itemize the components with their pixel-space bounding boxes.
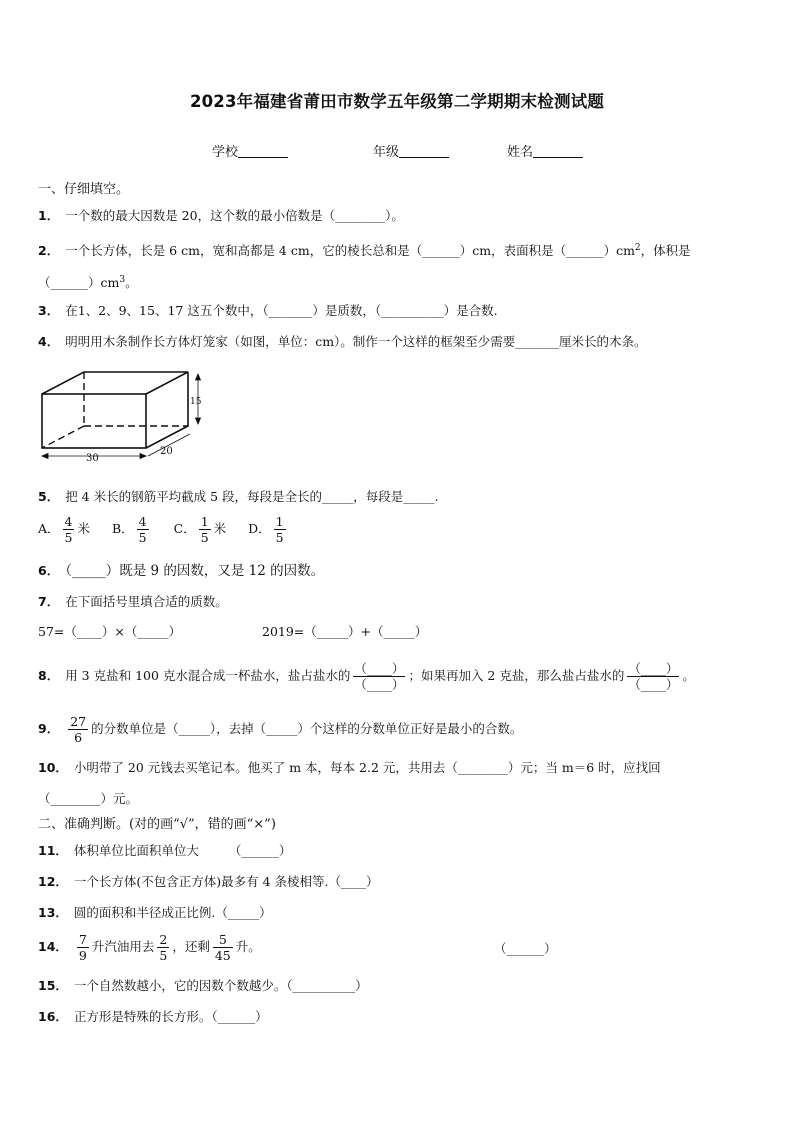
question-text: 升。 xyxy=(235,939,261,954)
question-text: 一个长方体(不包含正方体)最多有 4 条棱相等.（____） xyxy=(73,874,379,889)
question-13 xyxy=(38,905,272,921)
name-label: 姓名 xyxy=(507,145,534,160)
school-field xyxy=(212,141,288,160)
grade-field xyxy=(373,141,449,160)
grade-label: 年级 xyxy=(373,145,400,160)
question-5-options xyxy=(38,514,307,545)
length-label: 30 xyxy=(86,453,99,464)
question-7-eq-1: 57=（____）×（_____） xyxy=(38,624,182,639)
section-1-heading: 一、仔细填空。 xyxy=(38,182,130,197)
question-7-eq-2: 2019=（_____）+（_____） xyxy=(262,624,428,639)
grade-blank[interactable] xyxy=(399,143,449,158)
question-text: 升汽油用去 xyxy=(91,939,155,954)
option-d[interactable] xyxy=(248,514,288,545)
question-number: 5． xyxy=(38,489,60,504)
denominator-blank: （____） xyxy=(354,677,405,692)
option-letter: D． xyxy=(248,521,271,536)
option-b[interactable] xyxy=(111,514,152,545)
denominator: 5 xyxy=(64,530,73,545)
blank-fraction[interactable] xyxy=(627,661,679,692)
question-number: 9． xyxy=(38,721,60,736)
fraction xyxy=(199,514,211,545)
cuboid-figure xyxy=(36,364,216,464)
denominator: 5 xyxy=(159,948,168,963)
question-6 xyxy=(38,563,324,579)
superscript: 3 xyxy=(119,275,126,285)
question-number: 14． xyxy=(38,939,68,954)
option-letter: B． xyxy=(111,521,134,536)
question-number: 10． xyxy=(38,760,68,775)
school-label: 学校 xyxy=(212,145,239,160)
question-number: 4． xyxy=(38,334,60,349)
numerator-blank: （____） xyxy=(354,661,405,676)
fraction xyxy=(137,514,149,545)
question-text: 一个长方体，长是 6 cm，宽和高都是 4 cm，它的棱长总和是（______）cm，表面积是（______）cm xyxy=(65,243,635,258)
denominator: 6 xyxy=(74,730,83,745)
denominator: 5 xyxy=(138,530,147,545)
question-number: 3． xyxy=(38,303,60,318)
question-number: 12． xyxy=(38,874,68,889)
arrow-head xyxy=(196,374,201,380)
fraction xyxy=(213,932,233,963)
name-field xyxy=(507,141,583,160)
question-number: 15． xyxy=(38,978,68,993)
question-text: 一个数的最大因数是 20，这个数的最小倍数是（________）。 xyxy=(65,208,404,223)
question-text: 一个自然数越小，它的因数个数越少。（__________） xyxy=(73,978,368,993)
option-c[interactable] xyxy=(173,514,227,545)
question-number: 7． xyxy=(38,594,60,609)
option-letter: C． xyxy=(173,521,196,536)
superscript: 2 xyxy=(634,243,641,253)
question-7 xyxy=(38,594,228,610)
arrow-head xyxy=(42,454,48,459)
question-text: ，还剩 xyxy=(172,939,210,954)
question-text: 。 xyxy=(125,275,138,290)
question-10-cont: （________）元。 xyxy=(38,791,139,806)
question-10 xyxy=(38,760,661,776)
question-2 xyxy=(38,240,691,259)
question-text: （______）cm xyxy=(38,275,120,290)
denominator-blank: （____） xyxy=(628,677,679,692)
numerator: 4 xyxy=(138,514,147,529)
option-unit: 米 xyxy=(213,521,227,536)
numerator: 1 xyxy=(200,514,209,529)
numerator: 4 xyxy=(64,514,73,529)
option-letter: A． xyxy=(38,521,60,536)
arrow-head xyxy=(196,418,201,424)
question-text: ；如果再加入 2 克盐，那么盐占盐水的 xyxy=(408,668,625,683)
question-text: 在1、2、9、15、17 这五个数中，（_______）是质数，（__________）是合数. xyxy=(65,303,498,318)
question-text: 在下面括号里填合适的质数。 xyxy=(65,594,228,609)
denominator: 45 xyxy=(214,948,231,963)
question-text: 正方形是特殊的长方形。（______） xyxy=(73,1009,268,1024)
question-text: 明明用木条制作长方体灯笼家（如图，单位：cm）。制作一个这样的框架至少需要_______厘米长的木条。 xyxy=(65,334,647,349)
numerator: 27 xyxy=(70,714,87,729)
fraction xyxy=(68,714,88,745)
answer-blank[interactable]: （______） xyxy=(494,941,557,956)
fraction xyxy=(63,514,75,545)
height-label: 15 xyxy=(190,397,202,407)
question-text: 圆的面积和半径成正比例.（_____） xyxy=(73,905,272,920)
question-1 xyxy=(38,208,404,224)
question-text: 用 3 克盐和 100 克水混合成一杯盐水，盐占盐水的 xyxy=(65,668,351,683)
option-a[interactable] xyxy=(38,514,90,545)
question-number: 6． xyxy=(38,563,60,578)
fraction xyxy=(77,932,89,963)
question-14 xyxy=(38,932,261,963)
question-number: 8． xyxy=(38,668,60,683)
question-text: 把 4 米长的钢筋平均截成 5 段，每段是全长的_____，每段是_____. xyxy=(65,489,439,504)
question-12 xyxy=(38,874,379,890)
question-number: 1． xyxy=(38,208,60,223)
question-8 xyxy=(38,661,695,692)
answer-blank[interactable]: （______） xyxy=(228,843,292,858)
school-blank[interactable] xyxy=(238,143,288,158)
numerator: 1 xyxy=(275,514,284,529)
question-number: 11． xyxy=(38,843,68,858)
fraction xyxy=(274,514,286,545)
fraction xyxy=(157,932,169,963)
page-title: 2023年福建省莆田市数学五年级第二学期期末检测试题 xyxy=(189,92,605,111)
blank-fraction[interactable] xyxy=(353,661,405,692)
question-number: 2． xyxy=(38,243,60,258)
width-label: 20 xyxy=(160,446,173,457)
front-face xyxy=(42,394,146,448)
arrow-head xyxy=(140,454,146,459)
question-2-cont xyxy=(38,272,138,291)
option-unit: 米 xyxy=(77,521,90,536)
question-5 xyxy=(38,489,438,505)
question-text: （_____）既是 9 的因数，又是 12 的因数。 xyxy=(65,563,325,579)
question-16 xyxy=(38,1009,268,1025)
question-number: 13． xyxy=(38,905,68,920)
question-number: 16． xyxy=(38,1009,68,1024)
question-3 xyxy=(38,303,498,319)
question-15 xyxy=(38,978,368,994)
question-text: 。 xyxy=(682,668,695,683)
question-11 xyxy=(38,843,291,859)
denominator: 9 xyxy=(78,948,87,963)
section-2-heading: 二、准确判断。(对的画“√”，错的画“×”) xyxy=(38,817,276,832)
denominator: 5 xyxy=(200,530,209,545)
numerator: 7 xyxy=(78,932,87,947)
name-blank[interactable] xyxy=(533,143,583,158)
question-9 xyxy=(38,714,522,745)
numerator-blank: （____） xyxy=(628,661,679,676)
question-text: 体积单位比面积单位大 xyxy=(73,843,199,858)
hidden-edge xyxy=(42,426,84,448)
question-4 xyxy=(38,334,647,350)
denominator: 5 xyxy=(275,530,284,545)
top-face xyxy=(42,372,188,394)
numerator: 5 xyxy=(213,932,233,948)
question-text: ，体积是 xyxy=(640,243,691,258)
numerator: 2 xyxy=(159,932,168,947)
question-text: 的分数单位是（_____），去掉（_____）个这样的分数单位正好是最小的合数。 xyxy=(91,721,523,736)
question-text: 小明带了 20 元钱去买笔记本。他买了 m 本，每本 2.2 元，共用去（________）元；当 m＝6 时，应找回 xyxy=(73,760,661,775)
